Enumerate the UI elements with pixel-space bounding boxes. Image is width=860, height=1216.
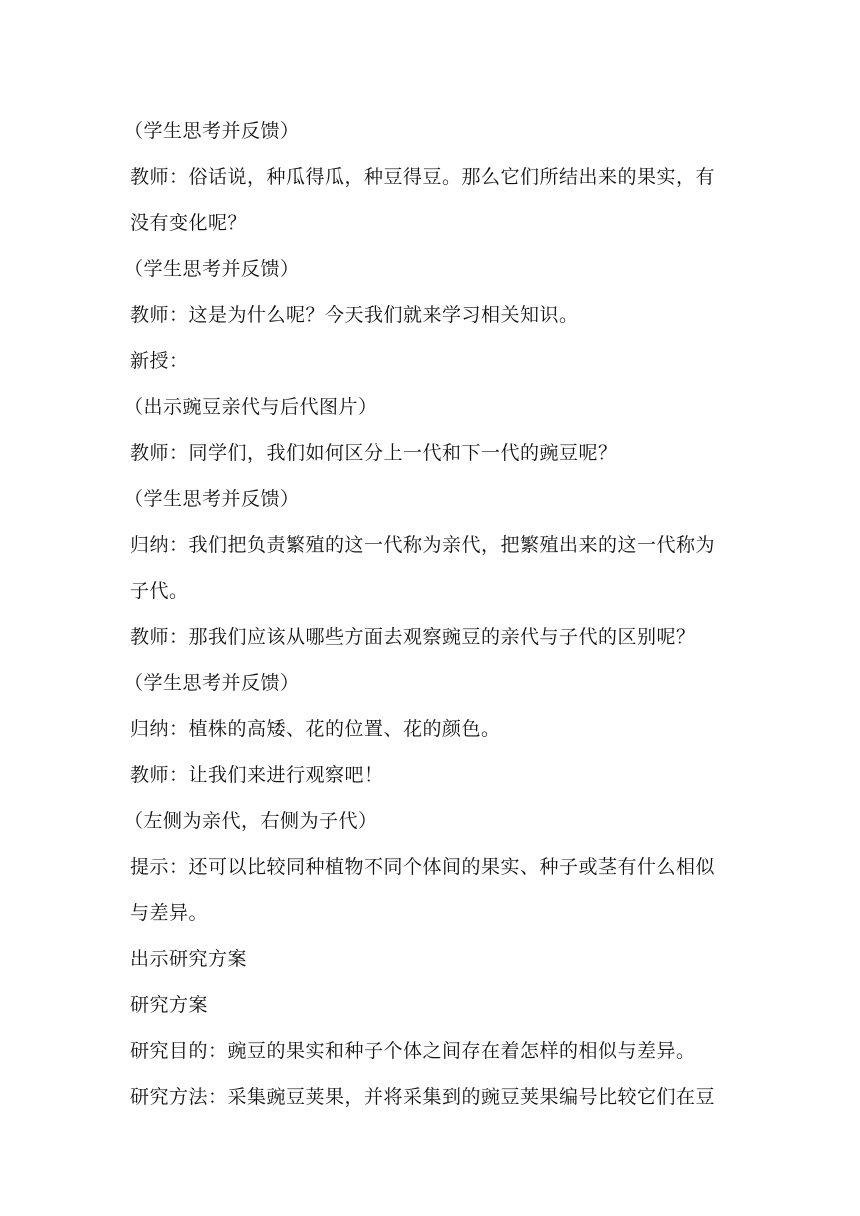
stage-direction: （左侧为亲代，右侧为子代）: [124, 810, 378, 832]
stage-direction: （出示豌豆亲代与后代图片）: [124, 396, 378, 418]
research-plan-heading: 研究方案: [130, 994, 209, 1016]
teacher-line-continued: 没有变化呢？: [130, 212, 248, 234]
hint-line: 提示：还可以比较同种植物不同个体间的果实、种子或茎有什么相似: [130, 856, 716, 878]
summary-line-continued: 子代。: [130, 580, 189, 602]
summary-line: 归纳：植株的高矮、花的位置、花的颜色。: [130, 718, 501, 740]
teacher-line: 教师：让我们来进行观察吧！: [130, 764, 384, 786]
hint-line-continued: 与差异。: [130, 902, 209, 924]
research-purpose-line: 研究目的：豌豆的果实和种子个体之间存在着怎样的相似与差异。: [130, 1040, 696, 1062]
teacher-line: 教师：同学们，我们如何区分上一代和下一代的豌豆呢？: [130, 442, 618, 464]
document-body: [124, 108, 740, 1120]
stage-direction: （学生思考并反馈）: [124, 488, 300, 510]
research-method-line: 研究方法：采集豌豆荚果，并将采集到的豌豆荚果编号比较它们在豆: [130, 1086, 716, 1108]
stage-direction: （学生思考并反馈）: [124, 120, 300, 142]
teacher-line: 教师：这是为什么呢？今天我们就来学习相关知识。: [130, 304, 579, 326]
summary-line: 归纳：我们把负责繁殖的这一代称为亲代，把繁殖出来的这一代称为: [130, 534, 716, 556]
section-heading-new-lesson: 新授：: [130, 350, 189, 372]
stage-direction: （学生思考并反馈）: [124, 672, 300, 694]
instruction-line: 出示研究方案: [130, 948, 248, 970]
teacher-line: 教师：那我们应该从哪些方面去观察豌豆的亲代与子代的区别呢？: [130, 626, 696, 648]
teacher-line: 教师：俗话说，种瓜得瓜，种豆得豆。那么它们所结出来的果实，有: [130, 166, 716, 188]
stage-direction: （学生思考并反馈）: [124, 258, 300, 280]
